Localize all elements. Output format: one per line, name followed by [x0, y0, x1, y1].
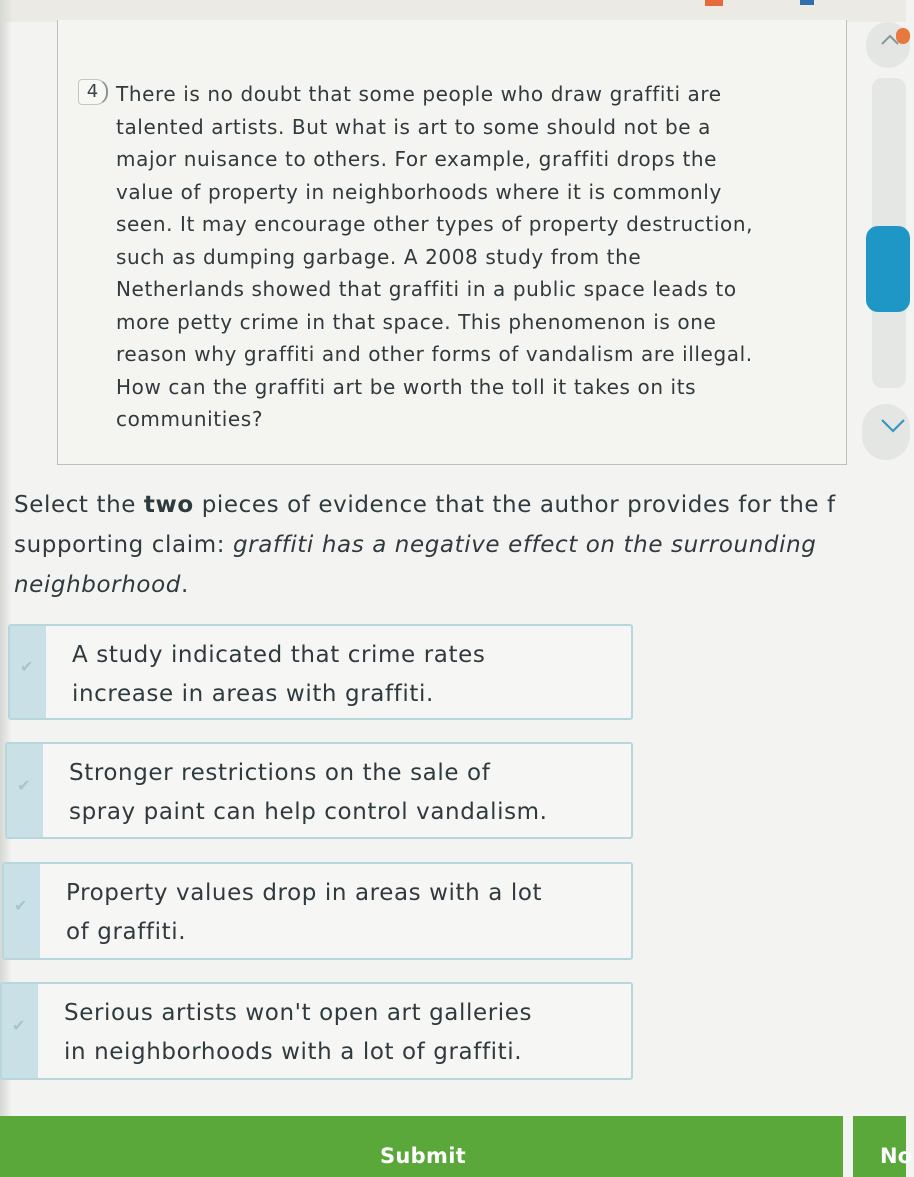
- passage-line: talented artists. But what is art to some should not be a: [116, 114, 711, 139]
- claim-text: graffiti has a negative effect on the surrounding: [232, 532, 817, 558]
- check-icon: ✔: [17, 775, 31, 795]
- answer-choice[interactable]: [5, 742, 633, 839]
- answer-choice[interactable]: [8, 624, 633, 720]
- choice-line: of graffiti.: [66, 919, 187, 945]
- check-icon: ✔: [12, 1015, 26, 1035]
- prompt-text: pieces of evidence that the author provides for the f: [193, 492, 836, 518]
- passage-line: Netherlands showed that graffiti in a public space leads to: [116, 277, 737, 301]
- choice-line: Serious artists won't open art galleries: [64, 1000, 533, 1026]
- paragraph-number: 4: [78, 79, 108, 105]
- choice-line: A study indicated that crime rates: [72, 642, 486, 668]
- passage-line: major nuisance to others. For example, graffiti drops the: [116, 147, 718, 171]
- choice-line: spray paint can help control vandalism.: [69, 799, 548, 825]
- passage-text: [116, 78, 816, 436]
- top-accent-mark: [705, 0, 723, 6]
- passage-line: reason why graffiti and other forms of vandalism are illegal.: [116, 342, 753, 366]
- choice-line: Stronger restrictions on the sale of: [69, 760, 491, 786]
- choice-line: Property values drop in areas with a lot: [66, 880, 543, 906]
- prompt-text: Select the: [14, 492, 144, 518]
- check-icon: ✔: [14, 895, 28, 915]
- choice-label: [72, 636, 619, 714]
- top-band: [0, 0, 906, 22]
- chevron-down-icon: [880, 412, 906, 438]
- answer-choice[interactable]: [0, 982, 633, 1080]
- choice-line: increase in areas with graffiti.: [72, 681, 434, 707]
- passage-line: There is no doubt that some people who draw graffiti are: [116, 82, 722, 106]
- passage-line: more petty crime in that space. This phenomenon is one: [116, 309, 717, 334]
- choice-label: [66, 874, 619, 952]
- prompt-text: supporting claim:: [14, 532, 233, 558]
- choice-line: in neighborhoods with a lot of graffiti.: [64, 1039, 523, 1065]
- next-button-label: No: [880, 1144, 913, 1168]
- answer-choice[interactable]: [2, 862, 633, 960]
- submit-button-label: Submit: [380, 1144, 467, 1168]
- passage-line: such as dumping garbage. A 2008 study from the: [116, 244, 642, 269]
- choice-label: [69, 754, 619, 832]
- check-icon: ✔: [20, 657, 34, 677]
- claim-text: neighborhood: [14, 572, 181, 598]
- choice-label: [64, 994, 619, 1072]
- passage-line: value of property in neighborhoods where it is commonly: [116, 179, 722, 204]
- question-prompt: [14, 485, 914, 605]
- prompt-emphasis: two: [143, 492, 194, 518]
- scrollbar-thumb[interactable]: [866, 226, 910, 312]
- scroll-accent-dot: [896, 28, 910, 44]
- prompt-text: .: [180, 572, 189, 598]
- top-accent-mark: [800, 0, 814, 5]
- passage-line: communities?: [116, 407, 264, 431]
- passage-line: seen. It may encourage other types of property destruction,: [116, 212, 754, 236]
- passage-line: How can the graffiti art be worth the toll it takes on its: [116, 374, 697, 399]
